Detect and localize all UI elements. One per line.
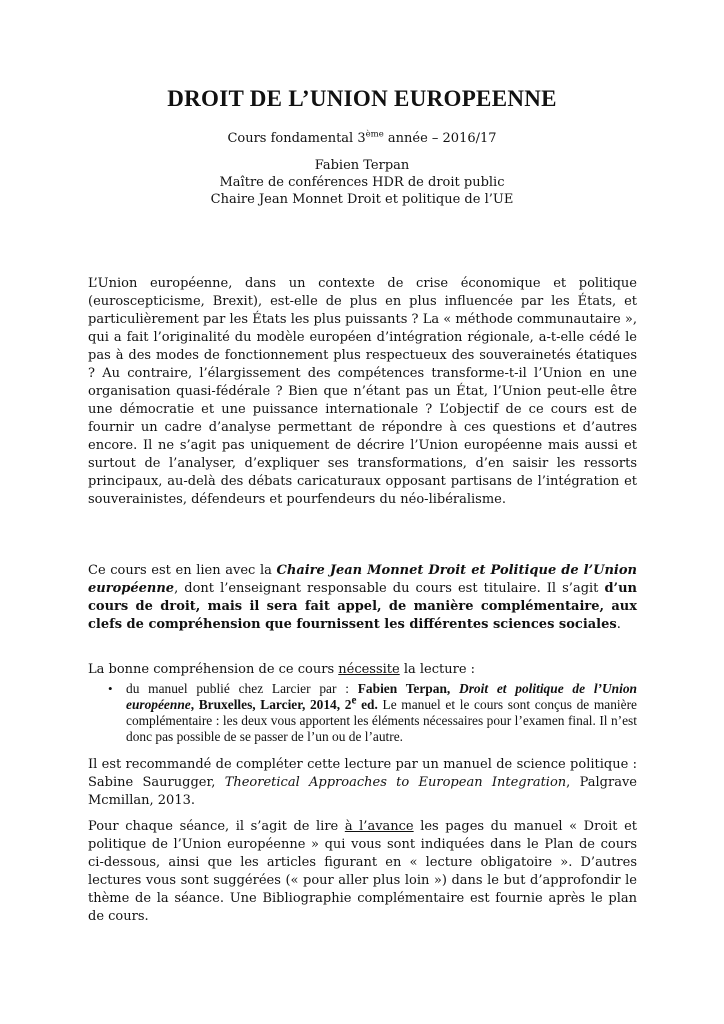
sessions-underlined: à l’avance <box>344 819 414 834</box>
recommend-paragraph <box>88 756 637 810</box>
reading-intro-text-2: la lecture : <box>399 662 476 677</box>
sessions-text-2: les pages du manuel « Droit et politique de l’Union européenne » qui vous sont indiquées dans le Plan de cours ci-dessous, ainsi que les articles figurant en « lecture obligatoire ». D’autres lectures vous sont suggérées (« pour aller plus loin ») dans le but d’approfondir le thème de la séance. Une Bibliographie complémentaire est fournie après le plan de cours. <box>88 819 637 924</box>
course-suffix: année – 2016/17 <box>383 131 497 146</box>
chair-text-3: . <box>616 617 621 632</box>
bullet-edition-suffix: ed. <box>356 697 378 712</box>
reading-list <box>106 681 637 745</box>
chair-bold-statement: d’un cours de droit, mais il sera fait appel, de manière complémentaire, aux clefs de compréhension que fournissent les différentes sciences sociales <box>88 581 637 632</box>
chair-paragraph <box>88 562 637 634</box>
reading-intro <box>88 661 637 679</box>
chair-name: Chaire Jean Monnet Droit et Politique de l’Union européenne <box>88 563 637 596</box>
bullet-publisher: , Bruxelles, Larcier, 2014, 2 <box>190 697 352 712</box>
reading-intro-underlined: nécessite <box>338 662 400 677</box>
recommend-book-title: Theoretical Approaches to European Integration <box>224 775 567 790</box>
bullet-text-1: du manuel publié chez Larcier par : <box>126 681 358 696</box>
bullet-text-2: Le manuel et le cours sont conçus de manière complémentaire : les deux vous apportent les éléments nécessaires pour l’examen final. Il n’est donc pas possible de se passer de l’un ou de l’autre. <box>126 697 637 744</box>
chair-text-1: Ce cours est en lien avec la <box>88 563 277 578</box>
recommend-text-2: , Palgrave Mcmillan, 2013. <box>88 775 637 808</box>
chair-text-2: , dont l’enseignant responsable du cours est titulaire. Il s’agit <box>174 581 605 596</box>
author-position: Maître de conférences HDR de droit public <box>219 175 505 190</box>
document-title: DROIT DE L’UNION EUROPEENNE <box>167 86 557 111</box>
reading-intro-text-1: La bonne compréhension de ce cours <box>88 662 339 677</box>
bullet-icon: • <box>108 681 113 696</box>
sessions-text-1: Pour chaque séance, il s’agit de lire <box>88 819 345 834</box>
course-line <box>0 130 724 147</box>
intro-paragraph: L’Union européenne, dans un contexte de crise économique et politique (euroscepticisme, Brexit), est-elle de plus en plus influencée par les États, et particulièrement par les États les plus puissants ? La « méthode communautaire », qui a fait l’originalité du modèle européen d’intégration régionale, a-t-elle cédé le pas à des modes de fonctionnement plus respectueux des souverainetés étatiques ? Au contraire, l’élargissement des compétences transforme-t-il l’Union en une organisation quasi-fédérale ? Bien que n’étant pas un État, l’Union peut-elle être une démocratie et une puissance internationale ? L’objectif de ce cours est de fournir un cadre d’analyse permettant de répondre à ces questions et d’autres encore. Il ne s’agit pas uniquement de décrire l’Union européenne mais aussi et surtout de l’analyser, d’expliquer ses transformations, d’en saisir les ressorts principaux, au-delà des débats caricaturaux opposant partisans de l’intégration et souverainistes, défendeurs et pourfendeurs du néo-libéralisme. <box>88 276 637 507</box>
bullet-book-title: Droit et politique de l’Union européenne <box>126 681 637 712</box>
list-item <box>106 681 637 745</box>
author-chair: Chaire Jean Monnet Droit et politique de l’UE <box>210 192 514 207</box>
bullet-author: Fabien Terpan, <box>357 681 460 696</box>
bullet-edition-sup: e <box>351 694 357 707</box>
author-name: Fabien Terpan <box>314 158 410 173</box>
sessions-paragraph <box>88 818 637 926</box>
course-prefix: Cours fondamental 3 <box>227 131 366 146</box>
recommend-text-1: Il est recommandé de compléter cette lecture par un manuel de science politique : Sabine Saurugger, <box>88 757 637 790</box>
course-superscript: ème <box>365 129 384 140</box>
